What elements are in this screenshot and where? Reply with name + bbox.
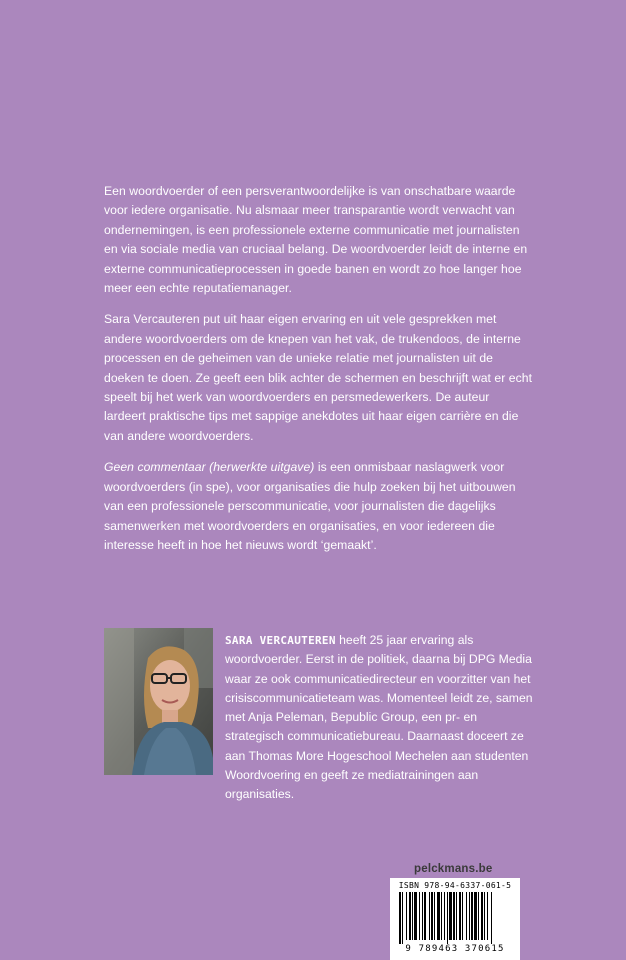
publisher-url[interactable]: pelckmans.be	[414, 863, 493, 875]
barcode-bar	[487, 892, 488, 940]
back-cover-blurb	[104, 182, 534, 555]
barcode-bar	[481, 892, 483, 940]
barcode-bar	[469, 892, 470, 940]
blurb-paragraph-2: Sara Vercauteren put uit haar eigen ervaring en uit vele gesprekken met andere woordvoerders om de knepen van het vak, de trukendoos, de interne processen en de geheimen van de unieke relatie met journalisten uit de doeken te doen. Ze geeft een blik achter de schermen en beschrijft wat er echt speelt bij het werk van woordvoerders en persmedewerkers. De auteur lardeert praktische tips met sappige anekdotes uit haar eigen carrière en die van andere woordvoerders.	[104, 312, 533, 443]
barcode-bar	[441, 892, 442, 940]
barcode-bar	[406, 892, 407, 940]
barcode-bar	[402, 892, 403, 944]
barcode-bar	[474, 892, 477, 940]
book-title: Geen commentaar (herwerkte uitgave)	[104, 460, 315, 475]
author-bio	[225, 631, 535, 805]
blurb-paragraph-1: Een woordvoerder of een persverantwoordelijke is van onschatbare waarde voor iedere organisatie. Nu alsmaar meer transparantie wordt verwacht van ondernemingen, is een professionele externe communicatie met journalisten en via sociale media van cruciaal belang. De woordvoerder leidt de interne en externe communicatieprocessen in goede banen en wordt zo hoe langer hoe meer een echte reputatiemanager.	[104, 184, 528, 296]
blurb-paragraph-3-text: is een onmisbaar naslagwerk voor woordvoerders (in spe), voor organisaties die hulp zoeken bij het uitbouwen van een professionele perscommunicatie, voor journalisten die dagelijks samenwerken met woordvoerders en organisaties, en voor iedereen die interesse heeft in hoe het nieuws wordt ‘gemaakt’.	[104, 460, 516, 552]
barcode-bar	[471, 892, 473, 940]
barcode-bar	[449, 892, 452, 940]
author-bio-text: heeft 25 jaar ervaring als woordvoerder. Eerst in de politiek, daarna bij DPG Media waar ze ook communicatiedirecteur en voorzitter van het crisiscommunicatieteam was. Momenteel leidt ze, samen met Anja Peleman, Bepublic Group, een pr- en strategisch communicatiebureau. Daarnaast doceert ze aan Thomas More Hogeschool Mechelen aan studenten Woordvoering en geeft ze mediatrainingen aan organisaties.	[225, 633, 533, 802]
barcode-bar	[434, 892, 435, 940]
barcode-bar	[429, 892, 430, 940]
barcode-bar	[453, 892, 455, 940]
isbn-barcode	[390, 878, 520, 960]
barcode-bar	[412, 892, 413, 940]
barcode-bar	[431, 892, 433, 940]
barcode-bar	[459, 892, 461, 940]
barcode-bar	[462, 892, 463, 940]
barcode-bar	[456, 892, 457, 940]
blurb-paragraph-3	[104, 458, 534, 555]
barcode-bar	[466, 892, 467, 940]
barcode-bar	[414, 892, 417, 940]
barcode-bars	[397, 892, 513, 944]
barcode-bar	[444, 892, 445, 940]
barcode-bar	[437, 892, 440, 940]
barcode-bar	[419, 892, 420, 940]
barcode-bar	[478, 892, 479, 940]
author-photo	[104, 628, 213, 775]
barcode-bar	[491, 892, 492, 944]
barcode-digits: 9 789463 370615	[405, 944, 505, 954]
barcode-bar	[424, 892, 426, 940]
barcode-bar	[422, 892, 423, 940]
isbn-label: ISBN 978-94-6337-061-5	[398, 881, 512, 890]
barcode-bar	[409, 892, 411, 940]
barcode-bar	[447, 892, 448, 944]
barcode-bar	[484, 892, 485, 940]
barcode-bar	[399, 892, 401, 944]
author-name: SARA VERCAUTEREN	[225, 634, 336, 647]
